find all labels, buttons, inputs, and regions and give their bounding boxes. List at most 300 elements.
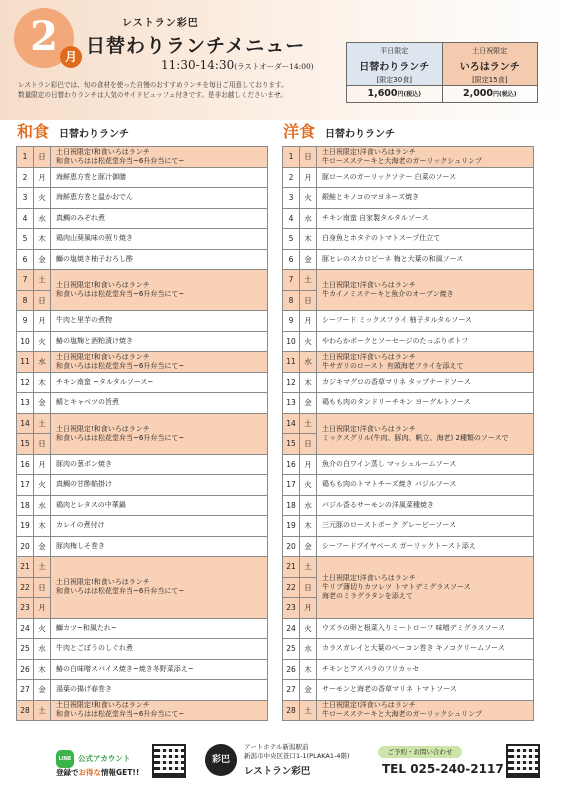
intro-text: [18, 80, 338, 100]
dish-cell: [51, 536, 268, 557]
restaurant-name: レストラン彩巴: [122, 18, 199, 29]
day-number: 28: [283, 700, 300, 721]
day-number: 20: [283, 536, 300, 557]
weekday: 木: [300, 372, 317, 393]
menu-row: [283, 229, 534, 250]
weekday: 日: [34, 147, 51, 168]
dish-line: 三元豚のローストポーク グレービーソース: [322, 521, 456, 530]
menu-row: [283, 167, 534, 188]
dish-cell: [317, 700, 534, 721]
weekday: 火: [34, 475, 51, 496]
weekday: 火: [34, 618, 51, 639]
dish-cell: [51, 372, 268, 393]
dish-line: やわらかポークとソーセージのたっぷりポトフ: [322, 336, 469, 345]
restaurant-logo: 彩巴: [205, 744, 237, 776]
weekday: 水: [300, 352, 317, 373]
dish-cell: [317, 270, 534, 311]
weekday: 月: [34, 311, 51, 332]
dish-line: 土日祝限定!洋食いろはランチ: [322, 701, 416, 710]
weekday: 日: [300, 147, 317, 168]
day-number: 5: [17, 229, 34, 250]
dish-line: 牛肉とごぼうのしぐれ煮: [56, 644, 133, 653]
dish-cell: [51, 270, 268, 311]
menu-row: [17, 516, 268, 537]
dish-cell: [51, 229, 268, 250]
washoku-title: 和食: [17, 122, 50, 141]
dish-cell: [51, 331, 268, 352]
weekday: 日: [300, 434, 317, 455]
day-number: 10: [17, 331, 34, 352]
menu-row: [17, 352, 268, 373]
menu-row: [283, 249, 534, 270]
weekday-plan: [347, 43, 443, 85]
menu-row: [17, 147, 268, 168]
weekday: 火: [300, 188, 317, 209]
phone-number[interactable]: TEL 025-240-2117: [382, 762, 504, 776]
dish-cell: [51, 659, 268, 680]
dish-line: 鰆の塩麹と酒粕漬け焼き: [56, 336, 133, 345]
day-number: 19: [17, 516, 34, 537]
day-number: 15: [17, 434, 34, 455]
dish-line: 牛サガリのロースト 有頭海老フライを添えて: [322, 361, 464, 370]
menu-row: [17, 659, 268, 680]
day-number: 14: [17, 413, 34, 434]
month-suffix: 月: [60, 46, 82, 68]
day-number: 3: [283, 188, 300, 209]
dish-line: 海鮮恵方巻と温かおでん: [56, 193, 133, 202]
dish-cell: [51, 167, 268, 188]
dish-line: 牛ロースステーキと大海老のガーリックシュリンプ: [322, 156, 483, 165]
dish-cell: [317, 680, 534, 701]
dish-cell: [317, 208, 534, 229]
menu-row: [17, 208, 268, 229]
menu-row: [17, 680, 268, 701]
day-number: 12: [17, 372, 34, 393]
dish-line: 鶏肉とレタスの中華鍋: [56, 500, 126, 509]
menu-row: [283, 475, 534, 496]
weekday: 金: [300, 680, 317, 701]
menu-row: [17, 331, 268, 352]
day-number: 11: [17, 352, 34, 373]
dish-line: 土日祝限定!和食いろはランチ: [56, 352, 150, 361]
dish-line: 和食いろはは松花堂弁当~6升弁当にて~: [56, 710, 185, 719]
dish-line: 土日祝限定!和食いろはランチ: [56, 424, 150, 433]
dish-line: 和食いろはは松花堂弁当~6升弁当にて~: [56, 433, 185, 442]
menu-row: [17, 454, 268, 475]
menu-row: [17, 413, 268, 434]
day-number: 22: [17, 577, 34, 598]
day-number: 27: [283, 680, 300, 701]
shop-name: レストラン彩巴: [244, 766, 311, 777]
day-number: 17: [17, 475, 34, 496]
menu-row: [17, 372, 268, 393]
weekday: 火: [300, 618, 317, 639]
dish-line: 豚肉の葱ポン焼き: [56, 459, 112, 468]
dish-line: 土日祝限定!和食いろはランチ: [56, 147, 150, 156]
weekday: 土: [300, 700, 317, 721]
day-number: 24: [17, 618, 34, 639]
intro-line: レストラン彩巴では、旬の食材を使った自慢のおすすめランチを毎日ご用意しております。: [18, 81, 288, 89]
dish-cell: [51, 618, 268, 639]
weekend-price-value: 2,000: [462, 88, 494, 99]
weekday: 水: [300, 208, 317, 229]
weekday: 木: [34, 659, 51, 680]
dish-line: 白身魚とホタテのトマトスープ仕立て: [322, 234, 441, 243]
website-qr-code-icon[interactable]: [506, 744, 540, 778]
day-number: 5: [283, 229, 300, 250]
footer: [0, 738, 566, 800]
weekday: 日: [34, 290, 51, 311]
menu-row: [283, 413, 534, 434]
dish-line: 真鯛の甘酢餡掛け: [56, 480, 112, 489]
menu-row: [17, 557, 268, 578]
menu-row: [283, 680, 534, 701]
dish-cell: [51, 475, 268, 496]
dish-cell: [317, 188, 534, 209]
menu-row: [17, 188, 268, 209]
menu-row: [283, 557, 534, 578]
weekend-label: 土日祝限定: [472, 47, 508, 55]
dish-cell: [317, 659, 534, 680]
weekday: 金: [300, 249, 317, 270]
day-number: 1: [17, 147, 34, 168]
dish-cell: [51, 639, 268, 660]
hotel-name: アートホテル新潟駅前: [244, 743, 309, 751]
day-number: 18: [17, 495, 34, 516]
menu-row: [283, 618, 534, 639]
dish-line: チキン南蛮 ~タルタルソース~: [56, 377, 154, 386]
dish-line: バジル香るサーモンの洋風菜種焼き: [322, 500, 434, 509]
dish-cell: [51, 495, 268, 516]
day-number: 7: [283, 270, 300, 291]
line-qr-code-icon[interactable]: [152, 744, 186, 778]
menu-row: [17, 270, 268, 291]
day-number: 28: [17, 700, 34, 721]
menu-row: [283, 393, 534, 414]
yoshoku-subtitle: 日替わりランチ: [325, 129, 396, 140]
menu-row: [17, 618, 268, 639]
menu-row: [283, 331, 534, 352]
dish-line: 湯葉の揚げ春巻き: [56, 685, 112, 694]
day-number: 2: [283, 167, 300, 188]
day-number: 3: [17, 188, 34, 209]
lunch-hours: [161, 58, 314, 72]
menu-row: [17, 249, 268, 270]
dish-cell: [317, 454, 534, 475]
menu-row: [17, 495, 268, 516]
day-number: 4: [283, 208, 300, 229]
dish-line: 土日祝限定!洋食いろはランチ: [322, 281, 416, 289]
weekday: 木: [34, 372, 51, 393]
menu-row: [17, 475, 268, 496]
dish-line: 和食いろはは松花堂弁当~6升弁当にて~: [56, 361, 185, 370]
menu-row: [17, 639, 268, 660]
day-number: 7: [17, 270, 34, 291]
tax-note: 円(税込): [397, 91, 422, 98]
day-number: 26: [283, 659, 300, 680]
menu-row: [283, 270, 534, 291]
weekend-plan: [443, 43, 538, 85]
dish-cell: [317, 536, 534, 557]
menu-row: [17, 167, 268, 188]
weekday-price-value: 1,600: [367, 88, 398, 99]
dish-line: 鰤カツ~和風たれ~: [56, 623, 117, 632]
weekday: 土: [300, 270, 317, 291]
dish-line: チキン南蛮 自家製タルタルソース: [322, 213, 429, 222]
last-order: (ラストオーダー14:00): [234, 62, 314, 71]
dish-line: ミックスグリル(牛肉、豚肉、帆立、海老) 2種類のソースで: [322, 433, 509, 442]
hours-time: 11:30-14:30: [161, 58, 235, 72]
day-number: 25: [17, 639, 34, 660]
dish-line: 鯖とキャベツの旨煮: [56, 398, 119, 407]
menu-row: [17, 229, 268, 250]
weekday: 土: [34, 700, 51, 721]
day-number: 19: [283, 516, 300, 537]
weekday: 日: [34, 434, 51, 455]
price-box: [346, 42, 538, 103]
weekend-count: [限定15食]: [472, 76, 508, 84]
weekday: 土: [34, 557, 51, 578]
weekday: 日: [34, 577, 51, 598]
weekday: 木: [34, 229, 51, 250]
dish-cell: [317, 618, 534, 639]
dish-line: 土日祝限定!和食いろはランチ: [56, 281, 150, 289]
day-number: 13: [17, 393, 34, 414]
weekday: 月: [34, 167, 51, 188]
day-number: 11: [283, 352, 300, 373]
day-number: 1: [283, 147, 300, 168]
menu-row: [17, 536, 268, 557]
dish-cell: [317, 311, 534, 332]
dish-line: 鰤の塩焼き柚子おろし酢: [56, 254, 133, 263]
menu-row: [283, 495, 534, 516]
day-number: 16: [17, 454, 34, 475]
day-number: 8: [283, 290, 300, 311]
dish-cell: [317, 167, 534, 188]
dish-cell: [317, 249, 534, 270]
dish-line: 土日祝限定!洋食いろはランチ: [322, 352, 416, 361]
day-number: 4: [17, 208, 34, 229]
washoku-heading: [17, 119, 129, 142]
weekday: 土: [34, 270, 51, 291]
dish-line: 鶏もも肉のタンドリーチキン ヨーグルトソース: [322, 398, 471, 407]
dish-cell: [51, 311, 268, 332]
day-number: 16: [283, 454, 300, 475]
dish-line: 豚ヒレのスカロピーネ 梅と大葉の和風ソース: [322, 254, 464, 263]
dish-cell: [317, 475, 534, 496]
dish-cell: [317, 516, 534, 537]
menu-row: [283, 659, 534, 680]
day-number: 26: [17, 659, 34, 680]
menu-row: [283, 352, 534, 373]
dish-cell: [51, 249, 268, 270]
weekday: 月: [300, 311, 317, 332]
weekday: 水: [34, 495, 51, 516]
day-number: 13: [283, 393, 300, 414]
weekday-count: [限定30食]: [376, 76, 412, 84]
day-number: 14: [283, 413, 300, 434]
menu-row: [283, 208, 534, 229]
weekday: 火: [300, 331, 317, 352]
weekday: 火: [34, 331, 51, 352]
menu-row: [283, 700, 534, 721]
weekday: 土: [34, 413, 51, 434]
weekday: 木: [300, 516, 317, 537]
weekday: 水: [34, 639, 51, 660]
day-number: 2: [17, 167, 34, 188]
dish-cell: [51, 208, 268, 229]
day-number: 20: [17, 536, 34, 557]
menu-row: [283, 372, 534, 393]
line-icon: LINE: [56, 750, 74, 768]
weekday: 金: [34, 680, 51, 701]
dish-line: カレイの煮付け: [56, 521, 105, 530]
dish-cell: [51, 147, 268, 168]
dish-line: カジキマグロの香草マリネ タップナードソース: [322, 377, 471, 386]
weekend-name: いろはランチ: [459, 62, 520, 73]
dish-cell: [51, 393, 268, 414]
weekday: 金: [34, 393, 51, 414]
dish-cell: [317, 229, 534, 250]
dish-cell: [51, 680, 268, 701]
dish-cell: [317, 372, 534, 393]
dish-line: 牛ロースステーキと大海老のガーリックシュリンプ: [322, 710, 483, 719]
weekday: 金: [300, 393, 317, 414]
menu-row: [283, 639, 534, 660]
weekday-name: 日替わりランチ: [359, 62, 430, 73]
dish-line: 鰆の白味噌スパイス焼き~焼き冬野菜添え~: [56, 664, 194, 673]
dish-line: 土日祝限定!和食いろはランチ: [56, 578, 150, 587]
dish-cell: [317, 413, 534, 454]
dish-cell: [317, 352, 534, 373]
dish-cell: [317, 557, 534, 619]
dish-line: 鶏肉山葵風味の照り焼き: [56, 234, 133, 243]
day-number: 27: [17, 680, 34, 701]
weekday: 土: [300, 413, 317, 434]
weekday: 土: [300, 557, 317, 578]
menu-row: [283, 516, 534, 537]
dish-line: 真鯛のみぞれ煮: [56, 213, 105, 222]
menu-row: [17, 393, 268, 414]
hotel-location: 新潟市中央区笹口1-1(PLAKA1-4階): [244, 752, 350, 760]
weekday: 金: [34, 249, 51, 270]
line-register-text: [56, 767, 139, 778]
dish-line: 土日祝限定!洋食いろはランチ: [322, 424, 416, 433]
dish-cell: [317, 147, 534, 168]
day-number: 6: [283, 249, 300, 270]
dish-line: 豚ロースのガーリックソテー 白菜のソース: [322, 172, 457, 181]
day-number: 17: [283, 475, 300, 496]
menu-row: [17, 311, 268, 332]
menu-row: [283, 188, 534, 209]
day-number: 12: [283, 372, 300, 393]
dish-line: 牛リブ薄切りカツレツ トマトデミグラスソース: [322, 582, 471, 591]
weekday-price: [347, 86, 443, 102]
dish-line: 和食いろはは松花堂弁当~6升弁当にて~: [56, 587, 185, 596]
yoshoku-menu-table: [282, 146, 534, 721]
dish-line: 海鮮恵方巻と豚汁御膳: [56, 172, 126, 181]
yoshoku-title: 洋食: [283, 122, 316, 141]
dish-line: 魚介の白ワイン蒸し マッシュルームソース: [322, 459, 457, 468]
dish-line: 海老のミラグラタンを添えて: [322, 591, 413, 600]
day-number: 15: [283, 434, 300, 455]
dish-cell: [51, 557, 268, 619]
weekday: 月: [300, 598, 317, 619]
dish-cell: [317, 393, 534, 414]
weekday: 火: [300, 475, 317, 496]
register-post: 情報GET!!: [101, 768, 140, 777]
menu-row: [283, 311, 534, 332]
dish-cell: [51, 454, 268, 475]
dish-line: 豚肉梅しそ巻き: [56, 541, 105, 550]
dish-line: シーフードブイヤベース ガーリックトースト添え: [322, 541, 476, 550]
dish-line: 土日祝限定!洋食いろはランチ: [322, 147, 416, 156]
weekday: 金: [300, 536, 317, 557]
menu-row: [283, 536, 534, 557]
dish-cell: [51, 188, 268, 209]
day-number: 24: [283, 618, 300, 639]
weekday: 月: [300, 167, 317, 188]
day-number: 22: [283, 577, 300, 598]
dish-line: 銀鮭とキノコのマヨネーズ焼き: [322, 193, 420, 202]
inquiry-badge: ご予約・お問い合わせ: [378, 746, 462, 758]
dish-line: シーフード ミックスフライ 柚子タルタルソース: [322, 316, 472, 325]
weekday: 金: [34, 536, 51, 557]
line-account-label: 公式アカウント: [78, 754, 131, 763]
dish-line: 牛肉と里芋の煮物: [56, 316, 112, 325]
yoshoku-heading: [283, 119, 395, 142]
tax-note: 円(税込): [493, 91, 517, 98]
weekday: 日: [300, 290, 317, 311]
dish-line: ウズラの卵と根菜入りミートローフ 味噌デミグラスソース: [322, 623, 506, 632]
weekday: 月: [300, 454, 317, 475]
day-number: 18: [283, 495, 300, 516]
weekday-label: 平日限定: [380, 47, 409, 55]
dish-line: 鶏もも肉のトマトチーズ焼き バジルソース: [322, 480, 457, 489]
day-number: 21: [17, 557, 34, 578]
dish-line: カラスガレイと大葉のベーコン巻き キノコクリームソース: [322, 644, 505, 653]
intro-line: 数量限定の日替わりランチは人気のサイドビュッフェ付きです。是非お越しくださいませ。: [18, 91, 287, 99]
dish-cell: [51, 700, 268, 721]
menu-row: [283, 147, 534, 168]
weekday: 水: [300, 639, 317, 660]
dish-cell: [51, 352, 268, 373]
weekday: 日: [300, 577, 317, 598]
weekday: 水: [34, 352, 51, 373]
month-badge: 2: [14, 8, 74, 68]
dish-cell: [51, 413, 268, 454]
weekday: 月: [34, 598, 51, 619]
day-number: 9: [283, 311, 300, 332]
day-number: 6: [17, 249, 34, 270]
dish-line: 土日祝限定!洋食いろはランチ: [322, 573, 416, 582]
dish-cell: [51, 516, 268, 537]
dish-line: 牛カイノミステーキと魚介のオーブン焼き: [322, 290, 454, 298]
weekday: 水: [300, 495, 317, 516]
hotel-address: [244, 743, 350, 761]
dish-line: 土日祝限定!和食いろはランチ: [56, 701, 150, 710]
day-number: 23: [17, 598, 34, 619]
weekday: 水: [34, 208, 51, 229]
page-title: 日替わりランチメニュー: [86, 35, 306, 57]
dish-cell: [317, 331, 534, 352]
day-number: 25: [283, 639, 300, 660]
dish-cell: [317, 495, 534, 516]
dish-line: 和食いろはは松花堂弁当~6升弁当にて~: [56, 290, 185, 298]
weekday: 月: [34, 454, 51, 475]
weekday: 木: [300, 229, 317, 250]
register-highlight: お得な: [78, 768, 101, 777]
